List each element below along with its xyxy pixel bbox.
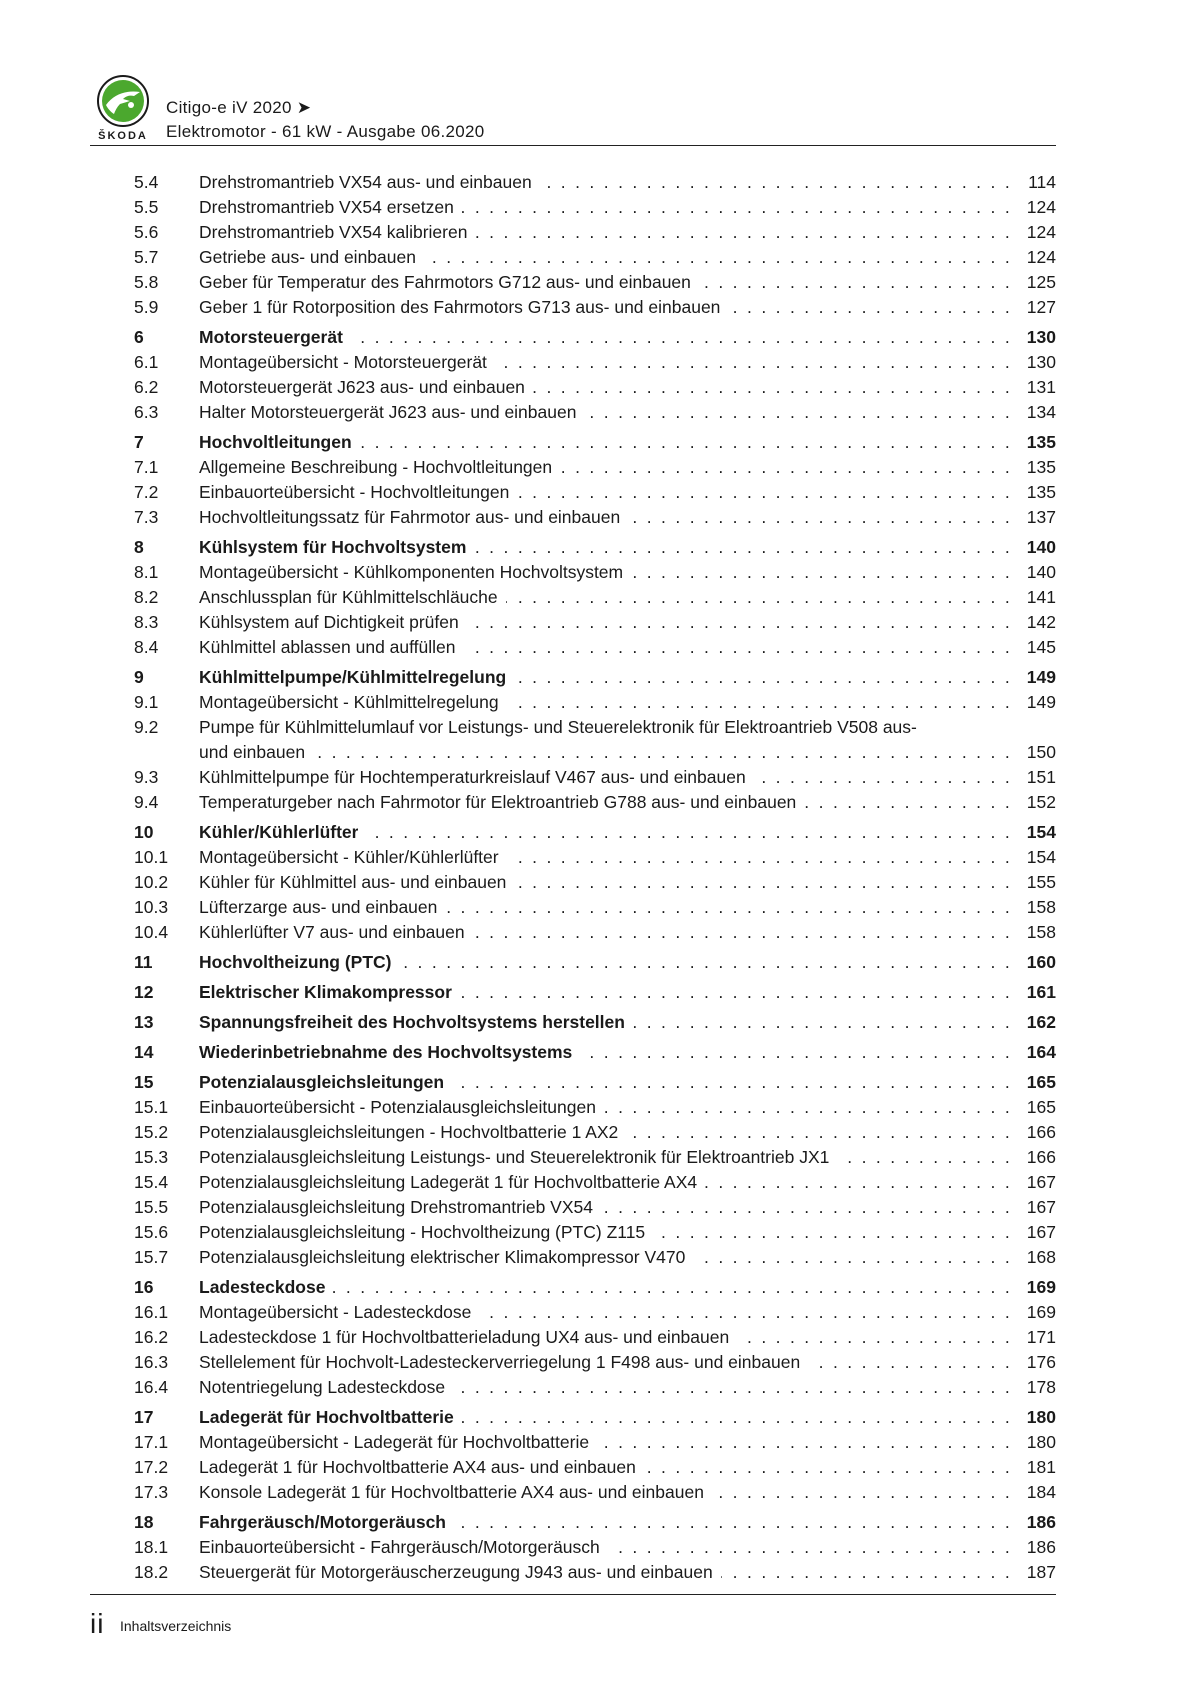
toc-row[interactable] bbox=[134, 1375, 1056, 1400]
toc-number: 8.3 bbox=[134, 612, 159, 632]
toc-number: 7 bbox=[134, 432, 144, 452]
toc-title: Hochvoltleitungen bbox=[199, 432, 352, 452]
toc-title: Einbauorteübersicht - Hochvoltleitungen bbox=[199, 482, 510, 502]
dot-leader bbox=[754, 765, 1012, 790]
toc-page-number: 178 bbox=[1026, 1377, 1056, 1397]
toc-chapter-row[interactable] bbox=[134, 980, 1056, 1005]
toc-number: 15.7 bbox=[134, 1247, 169, 1267]
dot-leader bbox=[474, 535, 1012, 560]
dot-leader bbox=[653, 1220, 1012, 1245]
toc-title: Geber 1 für Rotorposition des Fahrmotors G713 aus- und einbauen bbox=[199, 297, 721, 317]
toc-page-number: 181 bbox=[1026, 1457, 1056, 1477]
toc-page-number: 145 bbox=[1026, 637, 1056, 657]
toc-page-number: 166 bbox=[1026, 1122, 1056, 1142]
toc-number: 11 bbox=[134, 952, 153, 972]
toc-number: 17 bbox=[134, 1407, 154, 1427]
dot-leader bbox=[462, 195, 1012, 220]
toc-title: Ladesteckdose bbox=[199, 1277, 326, 1297]
dot-leader bbox=[351, 325, 1012, 350]
dot-leader bbox=[644, 1455, 1012, 1480]
toc-title: Getriebe aus- und einbauen bbox=[199, 247, 416, 267]
toc-page-number: 161 bbox=[1026, 982, 1056, 1002]
toc-number: 6.2 bbox=[134, 377, 159, 397]
toc-page-number: 130 bbox=[1026, 352, 1056, 372]
toc-number: 16.1 bbox=[134, 1302, 169, 1322]
toc-number: 8.2 bbox=[134, 587, 159, 607]
toc-number: 15 bbox=[134, 1072, 154, 1092]
toc-title: Notentriegelung Ladesteckdose bbox=[199, 1377, 446, 1397]
toc-title: Einbauorteübersicht - Potenzialausgleichsleitungen bbox=[199, 1097, 596, 1117]
toc-number: 15.4 bbox=[134, 1172, 169, 1192]
toc-row[interactable] bbox=[134, 505, 1056, 530]
toc-title: Potenzialausgleichsleitung Ladegerät 1 für Hochvoltbatterie AX4 bbox=[199, 1172, 698, 1192]
toc-chapter-row[interactable] bbox=[134, 325, 1056, 350]
toc-row[interactable] bbox=[134, 845, 1056, 870]
toc-number: 10.4 bbox=[134, 922, 169, 942]
toc-row[interactable] bbox=[134, 1120, 1056, 1145]
toc-number: 5.8 bbox=[134, 272, 159, 292]
toc-number: 13 bbox=[134, 1012, 154, 1032]
toc-title: Montageübersicht - Kühlmittelregelung bbox=[199, 692, 499, 712]
toc-title: Montageübersicht - Kühlkomponenten Hochvoltsystem bbox=[199, 562, 624, 582]
dot-leader bbox=[473, 920, 1012, 945]
toc-page-number: 154 bbox=[1026, 822, 1056, 842]
toc-page-number: 114 bbox=[1028, 172, 1056, 192]
toc-row[interactable] bbox=[134, 1095, 1056, 1120]
toc-row[interactable] bbox=[134, 895, 1056, 920]
toc-row[interactable] bbox=[134, 1300, 1056, 1325]
dot-leader bbox=[633, 1010, 1012, 1035]
toc-row[interactable] bbox=[134, 270, 1056, 295]
toc-number: 5.7 bbox=[134, 247, 159, 267]
toc-page-number: 149 bbox=[1026, 667, 1056, 687]
toc-chapter-row[interactable] bbox=[134, 1010, 1056, 1035]
toc-row[interactable] bbox=[134, 790, 1056, 815]
toc-page-number: 167 bbox=[1026, 1197, 1056, 1217]
dot-leader bbox=[626, 1120, 1012, 1145]
toc-title: Temperaturgeber nach Fahrmotor für Elektroantrieb G788 aus- und einbauen bbox=[199, 792, 797, 812]
toc-number: 9.4 bbox=[134, 792, 159, 812]
toc-page-number: 184 bbox=[1026, 1482, 1056, 1502]
toc-page-number: 135 bbox=[1026, 457, 1056, 477]
toc-title: Ladegerät 1 für Hochvoltbatterie AX4 aus- und einbauen bbox=[199, 1457, 636, 1477]
toc-title: Ladesteckdose 1 für Hochvoltbatterieladung UX4 aus- und einbauen bbox=[199, 1327, 730, 1347]
dot-leader bbox=[467, 610, 1012, 635]
dot-leader bbox=[601, 1195, 1012, 1220]
toc-row[interactable] bbox=[134, 170, 1056, 195]
toc-chapter-row[interactable] bbox=[134, 1405, 1056, 1430]
toc-page-number: 187 bbox=[1026, 1562, 1056, 1582]
toc-page-number: 171 bbox=[1026, 1327, 1056, 1347]
toc-title: Elektrischer Klimakompressor bbox=[199, 982, 452, 1002]
toc-row[interactable] bbox=[134, 765, 1056, 790]
toc-page-number: 141 bbox=[1026, 587, 1056, 607]
toc-title: Einbauorteübersicht - Fahrgeräusch/Motorgeräusch bbox=[199, 1537, 600, 1557]
dot-leader bbox=[313, 740, 1012, 765]
toc-number: 9.1 bbox=[134, 692, 159, 712]
toc-number: 16.2 bbox=[134, 1327, 169, 1347]
skoda-logo bbox=[90, 74, 156, 146]
toc-number: 15.5 bbox=[134, 1197, 169, 1217]
dot-leader bbox=[424, 245, 1012, 270]
toc-number: 5.4 bbox=[134, 172, 159, 192]
dot-leader bbox=[452, 1070, 1012, 1095]
dot-leader bbox=[514, 665, 1012, 690]
toc-title: Potenzialausgleichsleitung - Hochvoltheizung (PTC) Z115 bbox=[199, 1222, 646, 1242]
toc-chapter-row[interactable] bbox=[134, 535, 1056, 560]
toc-page-number: 165 bbox=[1026, 1072, 1056, 1092]
toc-page-number: 151 bbox=[1026, 767, 1056, 787]
toc-number: 8 bbox=[134, 537, 144, 557]
toc-row[interactable] bbox=[134, 455, 1056, 480]
toc-chapter-row[interactable] bbox=[134, 430, 1056, 455]
toc-row[interactable] bbox=[134, 610, 1056, 635]
toc-number: 5.5 bbox=[134, 197, 159, 217]
toc-number: 7.2 bbox=[134, 482, 159, 502]
dot-leader bbox=[608, 1535, 1012, 1560]
dot-leader bbox=[366, 820, 1012, 845]
toc-row[interactable] bbox=[134, 1220, 1056, 1245]
toc-row[interactable] bbox=[134, 295, 1056, 320]
dot-leader bbox=[333, 1275, 1012, 1300]
toc-number: 15.3 bbox=[134, 1147, 169, 1167]
toc-chapter-row[interactable] bbox=[134, 1070, 1056, 1095]
toc-row[interactable] bbox=[134, 220, 1056, 245]
toc-row[interactable] bbox=[134, 480, 1056, 505]
toc-number: 17.3 bbox=[134, 1482, 169, 1502]
dot-leader bbox=[597, 1430, 1012, 1455]
toc-number: 18.1 bbox=[134, 1537, 169, 1557]
toc-page-number: 124 bbox=[1026, 197, 1056, 217]
toc-title: Kühler für Kühlmittel aus- und einbauen bbox=[199, 872, 507, 892]
toc-title: Drehstromantrieb VX54 kalibrieren bbox=[199, 222, 468, 242]
toc-page-number: 168 bbox=[1026, 1247, 1056, 1267]
dot-leader bbox=[495, 350, 1012, 375]
dot-leader bbox=[804, 790, 1012, 815]
dot-leader bbox=[628, 505, 1012, 530]
toc-page-number: 165 bbox=[1026, 1097, 1056, 1117]
toc-title: Wiederinbetriebnahme des Hochvoltsystems bbox=[199, 1042, 573, 1062]
toc-row[interactable] bbox=[134, 1170, 1056, 1195]
toc-page-number: 160 bbox=[1026, 952, 1056, 972]
toc-chapter-row[interactable] bbox=[134, 1040, 1056, 1065]
toc-page-number: 180 bbox=[1026, 1407, 1056, 1427]
toc-number: 10.3 bbox=[134, 897, 169, 917]
toc-number: 16.4 bbox=[134, 1377, 169, 1397]
toc-title: Geber für Temperatur des Fahrmotors G712 aus- und einbauen bbox=[199, 272, 691, 292]
dot-leader bbox=[721, 1560, 1012, 1585]
toc-title: Kühlerlüfter V7 aus- und einbauen bbox=[199, 922, 465, 942]
toc-number: 5.6 bbox=[134, 222, 159, 242]
toc-page-number: 169 bbox=[1026, 1302, 1056, 1322]
toc-page-number: 135 bbox=[1026, 482, 1056, 502]
toc-row[interactable] bbox=[134, 1430, 1056, 1455]
dot-leader bbox=[705, 1170, 1012, 1195]
dot-leader bbox=[462, 1405, 1012, 1430]
toc-number: 15.6 bbox=[134, 1222, 169, 1242]
toc-title: Pumpe für Kühlmittelumlauf vor Leistungs- und Steuerelektronik für Elektroantrieb V508 aus- bbox=[199, 717, 917, 737]
toc-title: Montageübersicht - Ladesteckdose bbox=[199, 1302, 472, 1322]
dot-leader bbox=[631, 560, 1012, 585]
toc-title: Motorsteuergerät bbox=[199, 327, 343, 347]
toc-page-number: 130 bbox=[1026, 327, 1056, 347]
skoda-winged-arrow-icon bbox=[90, 74, 156, 130]
toc-number: 17.2 bbox=[134, 1457, 169, 1477]
toc-title: Fahrgeräusch/Motorgeräusch bbox=[199, 1512, 446, 1532]
toc-title: Konsole Ladegerät 1 für Hochvoltbatterie AX4 aus- und einbauen bbox=[199, 1482, 704, 1502]
toc-title: Kühlmittelpumpe/Kühlmittelregelung bbox=[199, 667, 507, 687]
dot-leader bbox=[580, 1040, 1012, 1065]
toc-row[interactable] bbox=[134, 870, 1056, 895]
toc-chapter-row[interactable] bbox=[134, 1275, 1056, 1300]
toc-page-number: 142 bbox=[1026, 612, 1056, 632]
toc-title: Drehstromantrieb VX54 ersetzen bbox=[199, 197, 454, 217]
dot-leader bbox=[507, 845, 1012, 870]
toc-page-number: 152 bbox=[1026, 792, 1056, 812]
toc-row[interactable] bbox=[134, 1325, 1056, 1350]
toc-number: 10 bbox=[134, 822, 154, 842]
toc-row[interactable] bbox=[134, 350, 1056, 375]
toc-title: Motorsteuergerät J623 aus- und einbauen bbox=[199, 377, 525, 397]
toc-page-number: 127 bbox=[1026, 297, 1056, 317]
dot-leader bbox=[808, 1350, 1012, 1375]
toc-number: 18.2 bbox=[134, 1562, 169, 1582]
dot-leader bbox=[728, 295, 1012, 320]
dot-leader bbox=[737, 1325, 1012, 1350]
toc-number: 15.2 bbox=[134, 1122, 169, 1142]
toc-row[interactable] bbox=[134, 1195, 1056, 1220]
toc-row[interactable] bbox=[134, 1350, 1056, 1375]
toc-number: 15.1 bbox=[134, 1097, 169, 1117]
dot-leader bbox=[460, 980, 1012, 1005]
toc-title: Stellelement für Hochvolt-Ladesteckerverriegelung 1 F498 aus- und einbauen bbox=[199, 1352, 801, 1372]
toc-row[interactable] bbox=[134, 690, 1056, 715]
toc-number: 7.3 bbox=[134, 507, 159, 527]
toc-row[interactable] bbox=[134, 560, 1056, 585]
toc-chapter-row[interactable] bbox=[134, 820, 1056, 845]
toc-title: Montageübersicht - Kühler/Kühlerlüfter bbox=[199, 847, 499, 867]
dot-leader bbox=[479, 1300, 1012, 1325]
toc-number: 5.9 bbox=[134, 297, 159, 317]
toc-number: 16 bbox=[134, 1277, 154, 1297]
toc-page-number: 186 bbox=[1026, 1537, 1056, 1557]
dot-leader bbox=[464, 635, 1012, 660]
logo-wordmark: ŠKODA bbox=[98, 130, 148, 142]
toc-title: Potenzialausgleichsleitungen bbox=[199, 1072, 445, 1092]
toc-page-number: 164 bbox=[1026, 1042, 1056, 1062]
toc-page-number: 140 bbox=[1026, 537, 1056, 557]
toc-row[interactable] bbox=[134, 635, 1056, 660]
page-header bbox=[90, 70, 1056, 146]
dot-leader bbox=[453, 1375, 1012, 1400]
dot-leader bbox=[584, 400, 1012, 425]
toc-title: Hochvoltheizung (PTC) bbox=[199, 952, 392, 972]
toc-chapter-row[interactable] bbox=[134, 950, 1056, 975]
dot-leader bbox=[560, 455, 1012, 480]
toc-page-number: 155 bbox=[1026, 872, 1056, 892]
toc-title: Lüfterzarge aus- und einbauen bbox=[199, 897, 438, 917]
toc-page-number: 131 bbox=[1026, 377, 1056, 397]
toc-number: 6.3 bbox=[134, 402, 159, 422]
dot-leader bbox=[837, 1145, 1012, 1170]
dot-leader bbox=[507, 690, 1012, 715]
dot-leader bbox=[506, 585, 1012, 610]
toc-title: Halter Motorsteuergerät J623 aus- und einbauen bbox=[199, 402, 577, 422]
toc-page-number: 166 bbox=[1026, 1147, 1056, 1167]
toc-title: Potenzialausgleichsleitung elektrischer Klimakompressor V470 bbox=[199, 1247, 686, 1267]
toc-number: 8.1 bbox=[134, 562, 159, 582]
dot-leader bbox=[533, 375, 1012, 400]
toc-title: Kühlsystem auf Dichtigkeit prüfen bbox=[199, 612, 459, 632]
toc-page-number: 125 bbox=[1026, 272, 1056, 292]
toc-number: 7.1 bbox=[134, 457, 159, 477]
dot-leader bbox=[540, 170, 1012, 195]
dot-leader bbox=[514, 870, 1012, 895]
dot-leader bbox=[454, 1510, 1012, 1535]
toc-row[interactable] bbox=[134, 1535, 1056, 1560]
toc-page-number: 124 bbox=[1026, 222, 1056, 242]
footer-divider bbox=[90, 1594, 1056, 1595]
dot-leader bbox=[399, 950, 1012, 975]
toc-title: Anschlussplan für Kühlmittelschläuche bbox=[199, 587, 498, 607]
toc-row[interactable] bbox=[134, 1455, 1056, 1480]
toc-page-number: 137 bbox=[1026, 507, 1056, 527]
toc-number: 17.1 bbox=[134, 1432, 169, 1452]
toc-page-number: 167 bbox=[1026, 1172, 1056, 1192]
toc-title: Hochvoltleitungssatz für Fahrmotor aus- und einbauen bbox=[199, 507, 621, 527]
toc-title: Montageübersicht - Ladegerät für Hochvoltbatterie bbox=[199, 1432, 590, 1452]
table-of-contents bbox=[134, 170, 1056, 1585]
section-label: Inhaltsverzeichnis bbox=[120, 1618, 232, 1634]
toc-title: Potenzialausgleichsleitungen - Hochvoltbatterie 1 AX2 bbox=[199, 1122, 619, 1142]
page-number: ii bbox=[90, 1608, 105, 1639]
document-subtitle: Elektromotor - 61 kW - Ausgabe 06.2020 bbox=[166, 122, 485, 141]
toc-row[interactable] bbox=[134, 1245, 1056, 1270]
dot-leader bbox=[604, 1095, 1012, 1120]
toc-page-number: 135 bbox=[1026, 432, 1056, 452]
toc-number: 8.4 bbox=[134, 637, 159, 657]
toc-chapter-row[interactable] bbox=[134, 1510, 1056, 1535]
header-divider bbox=[90, 145, 1056, 146]
toc-page-number: 186 bbox=[1026, 1512, 1056, 1532]
toc-title: Kühlmittel ablassen und auffüllen bbox=[199, 637, 456, 657]
toc-number: 9.3 bbox=[134, 767, 159, 787]
toc-number: 10.2 bbox=[134, 872, 169, 892]
toc-row[interactable] bbox=[134, 1145, 1056, 1170]
toc-title: Ladegerät für Hochvoltbatterie bbox=[199, 1407, 454, 1427]
dot-leader bbox=[699, 270, 1012, 295]
toc-title-continuation: und einbauen bbox=[199, 742, 306, 762]
toc-title: Kühlmittelpumpe für Hochtemperaturkreislauf V467 aus- und einbauen bbox=[199, 767, 746, 787]
toc-number: 9 bbox=[134, 667, 144, 687]
toc-page-number: 180 bbox=[1026, 1432, 1056, 1452]
toc-page-number: 169 bbox=[1026, 1277, 1056, 1297]
toc-row[interactable] bbox=[134, 585, 1056, 610]
toc-row[interactable] bbox=[134, 920, 1056, 945]
dot-leader bbox=[475, 220, 1012, 245]
toc-title: Spannungsfreiheit des Hochvoltsystems herstellen bbox=[199, 1012, 625, 1032]
toc-page-number: 124 bbox=[1026, 247, 1056, 267]
toc-page-number: 149 bbox=[1026, 692, 1056, 712]
toc-chapter-row[interactable] bbox=[134, 665, 1056, 690]
dot-leader bbox=[445, 895, 1012, 920]
toc-number: 12 bbox=[134, 982, 154, 1002]
dot-leader bbox=[360, 430, 1012, 455]
toc-number: 14 bbox=[134, 1042, 154, 1062]
toc-number: 18 bbox=[134, 1512, 154, 1532]
toc-row[interactable] bbox=[134, 400, 1056, 425]
toc-row[interactable] bbox=[134, 1560, 1056, 1585]
toc-number: 9.2 bbox=[134, 717, 159, 737]
dot-leader bbox=[712, 1480, 1012, 1505]
toc-page-number: 158 bbox=[1026, 897, 1056, 917]
toc-row[interactable] bbox=[134, 375, 1056, 400]
toc-row[interactable] bbox=[134, 195, 1056, 220]
toc-number: 6.1 bbox=[134, 352, 159, 372]
toc-page-number: 167 bbox=[1026, 1222, 1056, 1242]
toc-title: Kühler/Kühlerlüfter bbox=[199, 822, 359, 842]
toc-page-number: 150 bbox=[1026, 742, 1056, 762]
toc-row[interactable] bbox=[134, 1480, 1056, 1505]
toc-title: Potenzialausgleichsleitung Drehstromantrieb VX54 bbox=[199, 1197, 593, 1217]
toc-page-number: 162 bbox=[1026, 1012, 1056, 1032]
toc-number: 10.1 bbox=[134, 847, 169, 867]
toc-row[interactable] bbox=[134, 245, 1056, 270]
toc-title: Potenzialausgleichsleitung Leistungs- und Steuerelektronik für Elektroantrieb JX1 bbox=[199, 1147, 830, 1167]
toc-page-number: 176 bbox=[1026, 1352, 1056, 1372]
toc-title: Montageübersicht - Motorsteuergerät bbox=[199, 352, 487, 372]
document-title: Citigo-e iV 2020 ➤ bbox=[166, 98, 312, 117]
toc-title: Drehstromantrieb VX54 aus- und einbauen bbox=[199, 172, 532, 192]
toc-number: 6 bbox=[134, 327, 144, 347]
toc-page-number: 134 bbox=[1026, 402, 1056, 422]
toc-row[interactable] bbox=[134, 715, 1056, 765]
toc-title: Kühlsystem für Hochvoltsystem bbox=[199, 537, 467, 557]
toc-title: Steuergerät für Motorgeräuscherzeugung J943 aus- und einbauen bbox=[199, 1562, 713, 1582]
toc-page-number: 158 bbox=[1026, 922, 1056, 942]
dot-leader bbox=[693, 1245, 1012, 1270]
toc-page-number: 154 bbox=[1026, 847, 1056, 867]
toc-page-number: 140 bbox=[1026, 562, 1056, 582]
dot-leader bbox=[517, 480, 1012, 505]
toc-title: Allgemeine Beschreibung - Hochvoltleitungen bbox=[199, 457, 553, 477]
toc-number: 16.3 bbox=[134, 1352, 169, 1372]
